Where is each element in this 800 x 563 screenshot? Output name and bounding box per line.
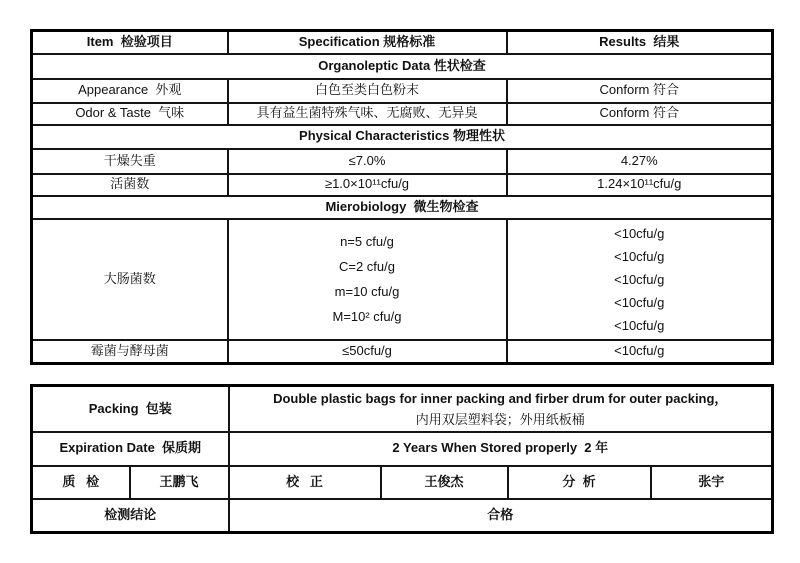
section-row-physical [32, 125, 773, 149]
coliform-result-line: <10cfu/g [614, 271, 665, 287]
row-odor-taste [32, 103, 773, 125]
cell-conclusion-label: 检测结论 [32, 499, 229, 533]
cell-mold-result: <10cfu/g [507, 340, 773, 364]
cell-viable-spec: ≥1.0×10¹¹cfu/g [228, 174, 507, 196]
section-title-organoleptic: Organoleptic Data 性状检查 [32, 54, 773, 79]
coliform-result-line: <10cfu/g [614, 225, 665, 241]
cell-appearance-result: Conform 符合 [507, 79, 773, 103]
coliform-spec-line: n=5 cfu/g [340, 234, 394, 249]
cell-packing-label: Packing 包装 [32, 386, 229, 432]
coliform-spec-line: M=10² cfu/g [332, 309, 402, 324]
cell-proofread-name: 王俊杰 [381, 466, 508, 499]
cell-analysis-label: 分 析 [508, 466, 651, 499]
table1-header-row [32, 31, 773, 54]
cell-mold-item: 霉菌与酵母菌 [32, 340, 228, 364]
row-viable-count [32, 174, 773, 196]
section-row-organoleptic [32, 54, 773, 79]
cell-packing-value [229, 386, 773, 432]
coliform-result-line: <10cfu/g [614, 317, 665, 333]
col-header-item: Item 检验项目 [32, 31, 228, 54]
cell-odor-result: Conform 符合 [507, 103, 773, 125]
cell-lod-result: 4.27% [507, 149, 773, 174]
analysis-results-table [30, 29, 774, 365]
row-conclusion [32, 499, 773, 533]
section-row-microbiology [32, 196, 773, 219]
cell-proofread-label: 校 正 [229, 466, 381, 499]
cell-expiration-value: 2 Years When Stored properly 2 年 [229, 432, 773, 466]
row-packing [32, 386, 773, 432]
cell-appearance-item: Appearance 外观 [32, 79, 228, 103]
row-loss-on-drying [32, 149, 773, 174]
section-title-physical: Physical Characteristics 物理性状 [32, 125, 773, 149]
row-mold-yeast [32, 340, 773, 364]
packing-signature-table [30, 384, 774, 534]
packing-line-chinese: 内用双层塑料袋；外用纸板桶 [415, 411, 585, 427]
coliform-result-line: <10cfu/g [614, 248, 665, 264]
cell-viable-item: 活菌数 [32, 174, 228, 196]
cell-lod-spec: ≤7.0% [228, 149, 507, 174]
cell-qc-name: 王鹏飞 [130, 466, 229, 499]
row-signatures [32, 466, 773, 499]
cell-analysis-name: 张宇 [651, 466, 773, 499]
cell-coliform-item: 大肠菌数 [32, 219, 228, 340]
row-expiration [32, 432, 773, 466]
cell-odor-spec: 具有益生菌特殊气味、无腐败、无异臭 [228, 103, 507, 125]
packing-line-english: Double plastic bags for inner packing and firber drum for outer packing， [273, 390, 728, 406]
cell-viable-result: 1.24×10¹¹cfu/g [507, 174, 773, 196]
section-title-microbiology: Mierobiology 微生物检查 [32, 196, 773, 219]
cell-qc-label: 质 检 [32, 466, 130, 499]
coliform-spec-line: m=10 cfu/g [334, 284, 400, 299]
coliform-spec-line: C=2 cfu/g [338, 259, 395, 274]
cell-odor-item: Odor & Taste 气味 [32, 103, 228, 125]
cell-mold-spec: ≤50cfu/g [228, 340, 507, 364]
cell-expiration-label: Expiration Date 保质期 [32, 432, 229, 466]
row-coliform [32, 219, 773, 340]
cell-conclusion-value: 合格 [229, 499, 773, 533]
col-header-specification: Specification 规格标准 [228, 31, 507, 54]
cell-appearance-spec: 白色至类白色粉末 [228, 79, 507, 103]
coliform-result-line: <10cfu/g [614, 294, 665, 310]
cell-coliform-spec [228, 219, 507, 340]
cell-coliform-results [507, 219, 773, 340]
col-header-results: Results 结果 [507, 31, 773, 54]
cell-lod-item: 干燥失重 [32, 149, 228, 174]
row-appearance [32, 79, 773, 103]
